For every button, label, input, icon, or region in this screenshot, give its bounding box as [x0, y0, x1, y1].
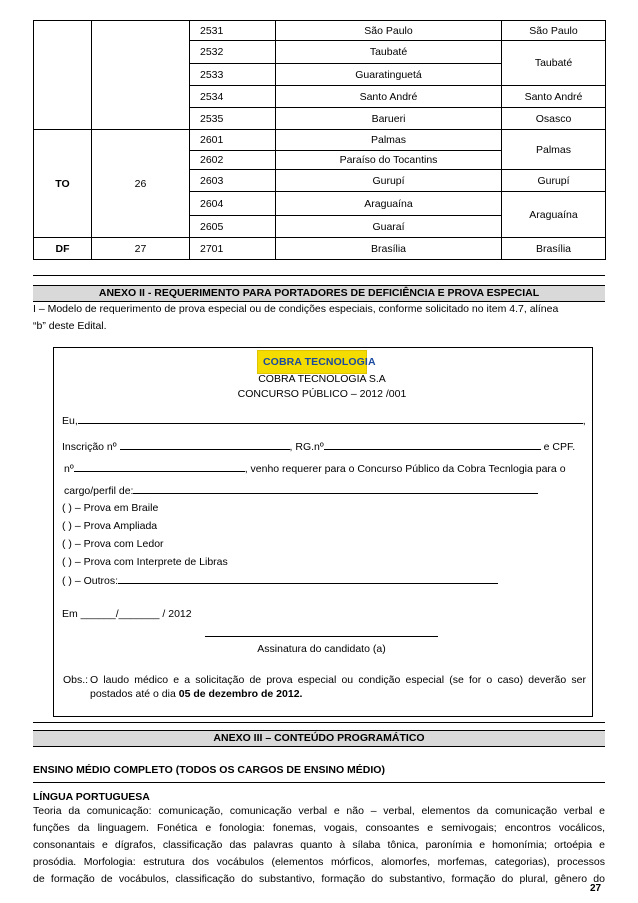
option-braile[interactable]: ( ) – Prova em Braile [62, 502, 159, 514]
annex2-intro-line2: “b” deste Edital. [33, 320, 107, 332]
table-row [34, 238, 606, 260]
code-cell: 2701 [190, 238, 276, 260]
code-cell: 2532 [190, 41, 276, 64]
uf-cell: DF [34, 238, 92, 260]
contest-name: CONCURSO PÚBLICO – 2012 /001 [237, 388, 407, 400]
code-cell: 2535 [190, 108, 276, 130]
company-name: COBRA TECNOLOGIA S.A [258, 373, 386, 385]
signature-label: Assinatura do candidato (a) [257, 643, 386, 655]
eu-end: , [582, 415, 586, 427]
content-line: Teoria da comunicação: comunicação, comunicação verbal e não – verbal, elementos da comunicação verbal e [33, 805, 605, 817]
obs-line1: O laudo médico e a solicitação de prova especial ou condição especial (se for o caso) deverão ser [90, 674, 586, 686]
form-line-cargo [64, 483, 538, 498]
code-cell: 2603 [190, 170, 276, 192]
numero-label: nº [64, 463, 74, 475]
code-cell: 2533 [190, 64, 276, 86]
subtitle-divider [33, 782, 605, 783]
uf-cell: TO [34, 130, 92, 238]
city-cell: Brasília [276, 238, 502, 260]
uf-cell [34, 21, 92, 130]
region-cell: 27 [92, 238, 190, 260]
option-libras[interactable]: ( ) – Prova com Interprete de Libras [62, 556, 228, 568]
hub-cell: Brasília [502, 238, 606, 260]
city-cell: Santo André [276, 86, 502, 108]
code-cell: 2602 [190, 151, 276, 170]
rg-field[interactable] [324, 439, 541, 450]
annex3-title: ANEXO III – CONTEÚDO PROGRAMÁTICO [33, 730, 605, 747]
city-cell: Araguaína [276, 192, 502, 216]
section-divider [33, 275, 605, 276]
annex2-intro-line1: I – Modelo de requerimento de prova especial ou de condições especiais, conforme solicitado no item 4.7, alínea [33, 303, 559, 315]
inscricao-field[interactable] [120, 439, 290, 450]
content-line: prosódia. Morfologia: estrutura dos vocábulos (elementos mórficos, alomorfes, morfemas, categorias), processos [33, 856, 605, 868]
section-divider [33, 722, 605, 723]
name-field[interactable] [78, 413, 583, 424]
city-cell: Guaratinguetá [276, 64, 502, 86]
date-line[interactable]: Em ______/_______ / 2012 [62, 608, 192, 620]
portuguese-content [33, 803, 605, 888]
code-cell: 2531 [190, 21, 276, 41]
section-lingua-portuguesa: LÍNGUA PORTUGUESA [33, 791, 150, 803]
form-line-name [62, 413, 586, 428]
code-cell: 2601 [190, 130, 276, 151]
rg-label: , RG.nº [289, 441, 324, 453]
annex2-title: ANEXO II - REQUERIMENTO PARA PORTADORES DE DEFICIÊNCIA E PROVA ESPECIAL [33, 285, 605, 302]
city-cell: Gurupí [276, 170, 502, 192]
code-cell: 2534 [190, 86, 276, 108]
cargo-field[interactable] [133, 483, 538, 494]
table-row [34, 21, 606, 41]
obs-line2-prefix: postados até o dia [90, 688, 179, 700]
cargo-label: cargo/perfil de: [64, 485, 134, 497]
city-cell: Guaraí [276, 216, 502, 238]
venho-text: , venho requerer para o Concurso Público da Cobra Tecnlogia para o [244, 463, 566, 475]
region-cell: 26 [92, 130, 190, 238]
content-line: de formação de vocábulos, classificação do substantivo, formação do substantivo, formação do plural, gênero do [33, 873, 605, 885]
obs-label: Obs.: [63, 674, 89, 686]
outros-field[interactable] [118, 573, 498, 584]
content-line: consonantais e dígrafos, classificação das palavras quanto à sílaba tônica, paronímia e homonímia; ortoépia e [33, 839, 605, 851]
table-row [34, 130, 606, 151]
city-cell: Palmas [276, 130, 502, 151]
cpf-field[interactable] [74, 461, 245, 472]
option-ampliada[interactable]: ( ) – Prova Ampliada [62, 520, 158, 532]
option-outros[interactable]: ( ) – Outros: [62, 575, 119, 587]
cobra-logo-text: COBRA TECNOLOGIA [263, 356, 376, 368]
form-line-cpf [64, 461, 566, 476]
inscricao-label: Inscrição nº [62, 441, 117, 453]
hub-cell: Araguaína [502, 192, 606, 238]
obs-deadline: 05 de dezembro de 2012. [178, 688, 303, 700]
hub-cell: Taubaté [502, 41, 606, 86]
option-ledor[interactable]: ( ) – Prova com Ledor [62, 538, 164, 550]
city-cell: Paraíso do Tocantins [276, 151, 502, 170]
hub-cell: Palmas [502, 130, 606, 170]
option-outros-row [62, 573, 498, 588]
locations-table [33, 20, 606, 260]
code-cell: 2605 [190, 216, 276, 238]
annex3-subtitle: ENSINO MÉDIO COMPLETO (TODOS OS CARGOS DE ENSINO MÉDIO) [33, 764, 385, 776]
content-line: funções da linguagem. Fonética e fonologia: fonemas, vogais, consoantes e semivogais; encontros vocálicos, [33, 822, 605, 834]
city-cell: Barueri [276, 108, 502, 130]
hub-cell: São Paulo [502, 21, 606, 41]
signature-line[interactable] [205, 636, 438, 637]
eu-label: Eu, [62, 415, 78, 427]
hub-cell: Santo André [502, 86, 606, 108]
city-cell: Taubaté [276, 41, 502, 64]
form-line-inscricao [62, 439, 575, 454]
annex2-intro [33, 301, 605, 335]
page-number: 27 [590, 883, 602, 894]
hub-cell: Gurupí [502, 170, 606, 192]
city-cell: São Paulo [276, 21, 502, 41]
hub-cell: Osasco [502, 108, 606, 130]
cobra-logo [257, 350, 376, 374]
cpf-label: e CPF. [543, 441, 576, 453]
region-cell [92, 21, 190, 130]
obs-line2 [90, 687, 302, 701]
code-cell: 2604 [190, 192, 276, 216]
